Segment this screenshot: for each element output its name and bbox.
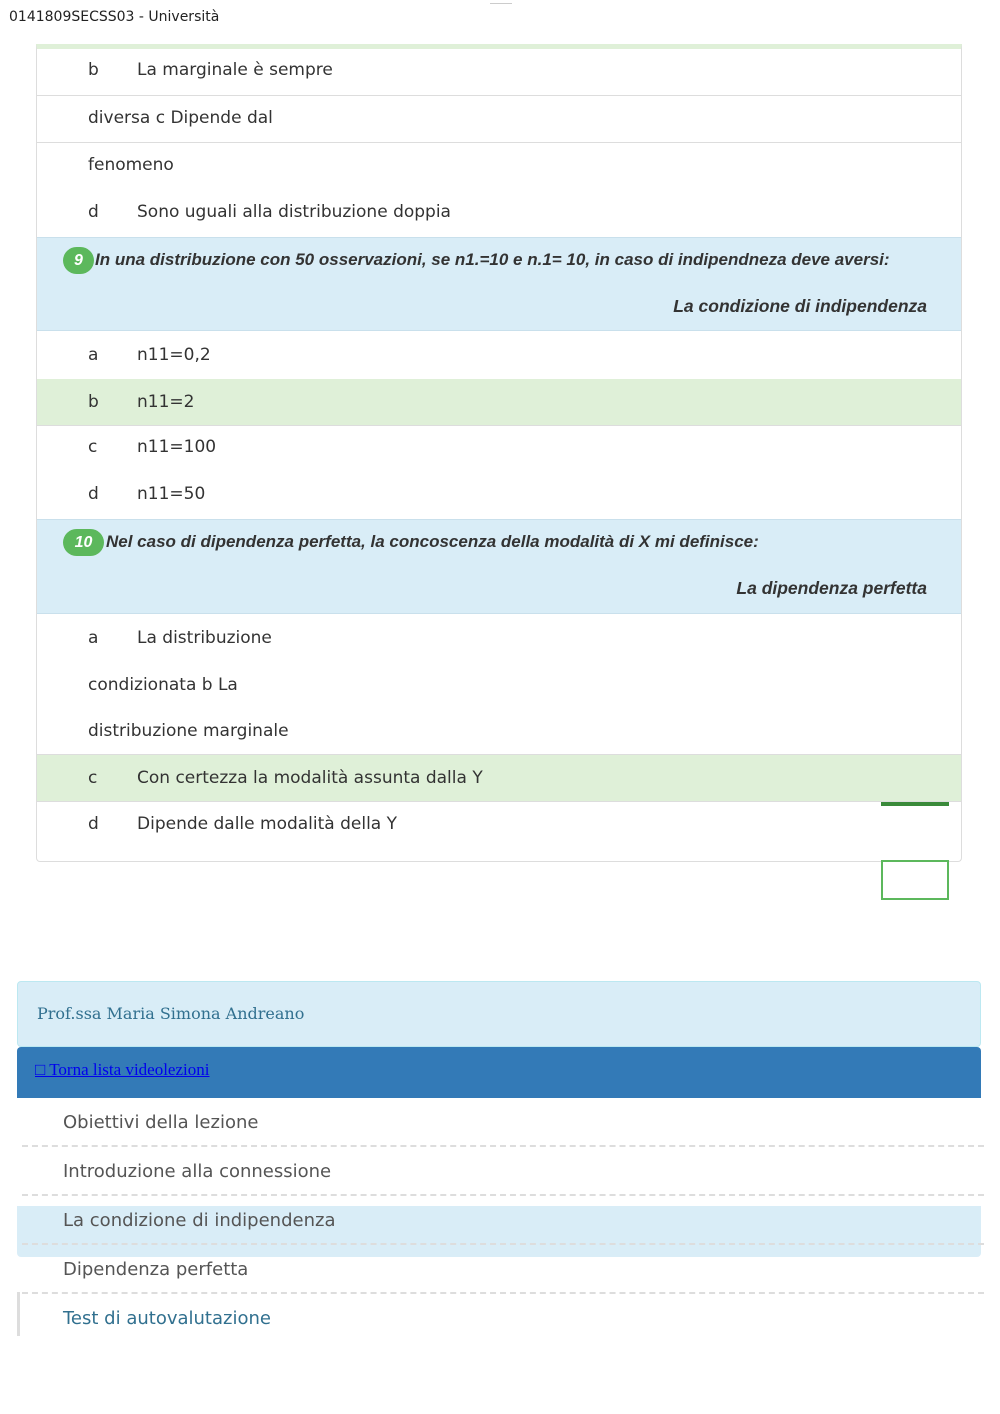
nav-item-label: Dipendenza perfetta (63, 1259, 249, 1280)
answer-row[interactable] (37, 331, 961, 380)
question-header (37, 519, 961, 614)
answer-letter: b (88, 392, 99, 412)
question-header (37, 237, 961, 331)
nav-item-label: La condizione di indipendenza (63, 1210, 336, 1231)
answer-text: condizionata b La (88, 675, 238, 695)
answer-letter: d (88, 484, 99, 504)
answer-letter: d (88, 202, 99, 222)
answer-text: La marginale è sempre (137, 60, 333, 80)
professor-name: Prof.ssa Maria Simona Andreano (37, 1004, 305, 1023)
answer-letter: b (88, 60, 99, 80)
current-item-marker (17, 1292, 20, 1336)
answer-row[interactable] (37, 189, 961, 236)
answer-row[interactable] (37, 801, 961, 847)
nav-item-label: Test di autovalutazione (63, 1308, 271, 1329)
question-number-badge: 9 (63, 247, 94, 274)
answer-text: Sono uguali alla distribuzione doppia (137, 202, 451, 222)
answer-letter: c (88, 437, 98, 457)
answer-letter: a (88, 628, 99, 648)
answer-letter: d (88, 814, 99, 834)
answer-letter: c (88, 768, 98, 788)
answer-row[interactable] (37, 425, 961, 471)
answer-text: Con certezza la modalità assunta dalla Y (137, 768, 483, 788)
answer-text: Dipende dalle modalità della Y (137, 814, 398, 834)
answer-letter: a (88, 345, 99, 365)
nav-item-dipendenza-perfetta[interactable] (22, 1245, 984, 1294)
nav-item-label: Obiettivi della lezione (63, 1112, 259, 1133)
question-topic: La condizione di indipendenza (673, 296, 927, 316)
nav-item-introduzione[interactable] (22, 1147, 984, 1196)
correct-answer-row[interactable] (37, 755, 961, 802)
answer-text: La distribuzione (137, 628, 272, 648)
answer-row[interactable] (37, 661, 961, 707)
answer-text: n11=0,2 (137, 345, 211, 365)
nav-item-label: Introduzione alla connessione (63, 1161, 332, 1182)
question-number-badge: 10 (63, 529, 104, 556)
answer-text: distribuzione marginale (88, 721, 289, 741)
back-to-videolessons-link[interactable]: □ Torna lista videolezioni (35, 1060, 210, 1079)
answer-text: n11=50 (137, 484, 206, 504)
answer-text: n11=2 (137, 392, 195, 412)
document-header-title: 0141809SECSS03 - Università (9, 9, 220, 25)
nav-item-test-autovalutazione[interactable] (22, 1294, 984, 1343)
back-bar (17, 1047, 981, 1098)
green-indicator-bar (881, 802, 949, 806)
correct-answer-row[interactable] (37, 379, 961, 426)
green-outline-button[interactable] (881, 860, 949, 900)
answer-row[interactable] (37, 471, 961, 518)
answer-text: diversa c Dipende dal (88, 108, 273, 128)
nav-item-condizione-indipendenza[interactable] (22, 1196, 984, 1245)
answer-row[interactable] (37, 48, 961, 96)
answer-text: n11=100 (137, 437, 217, 457)
answer-text: fenomeno (88, 155, 174, 175)
answer-row[interactable] (37, 614, 961, 661)
answer-row[interactable] (37, 707, 961, 755)
nav-item-obiettivi[interactable] (22, 1098, 984, 1147)
question-text: Nel caso di dipendenza perfetta, la concoscenza della modalità di X mi definisce: (106, 532, 759, 551)
header-mark (490, 0, 512, 4)
professor-box (17, 981, 981, 1047)
answer-row[interactable] (37, 142, 961, 189)
question-text: In una distribuzione con 50 osservazioni, se n1.=10 e n.1= 10, in caso di indipendneza deve aversi: (95, 250, 890, 269)
question-topic: La dipendenza perfetta (736, 578, 927, 598)
answer-row[interactable] (37, 95, 961, 143)
